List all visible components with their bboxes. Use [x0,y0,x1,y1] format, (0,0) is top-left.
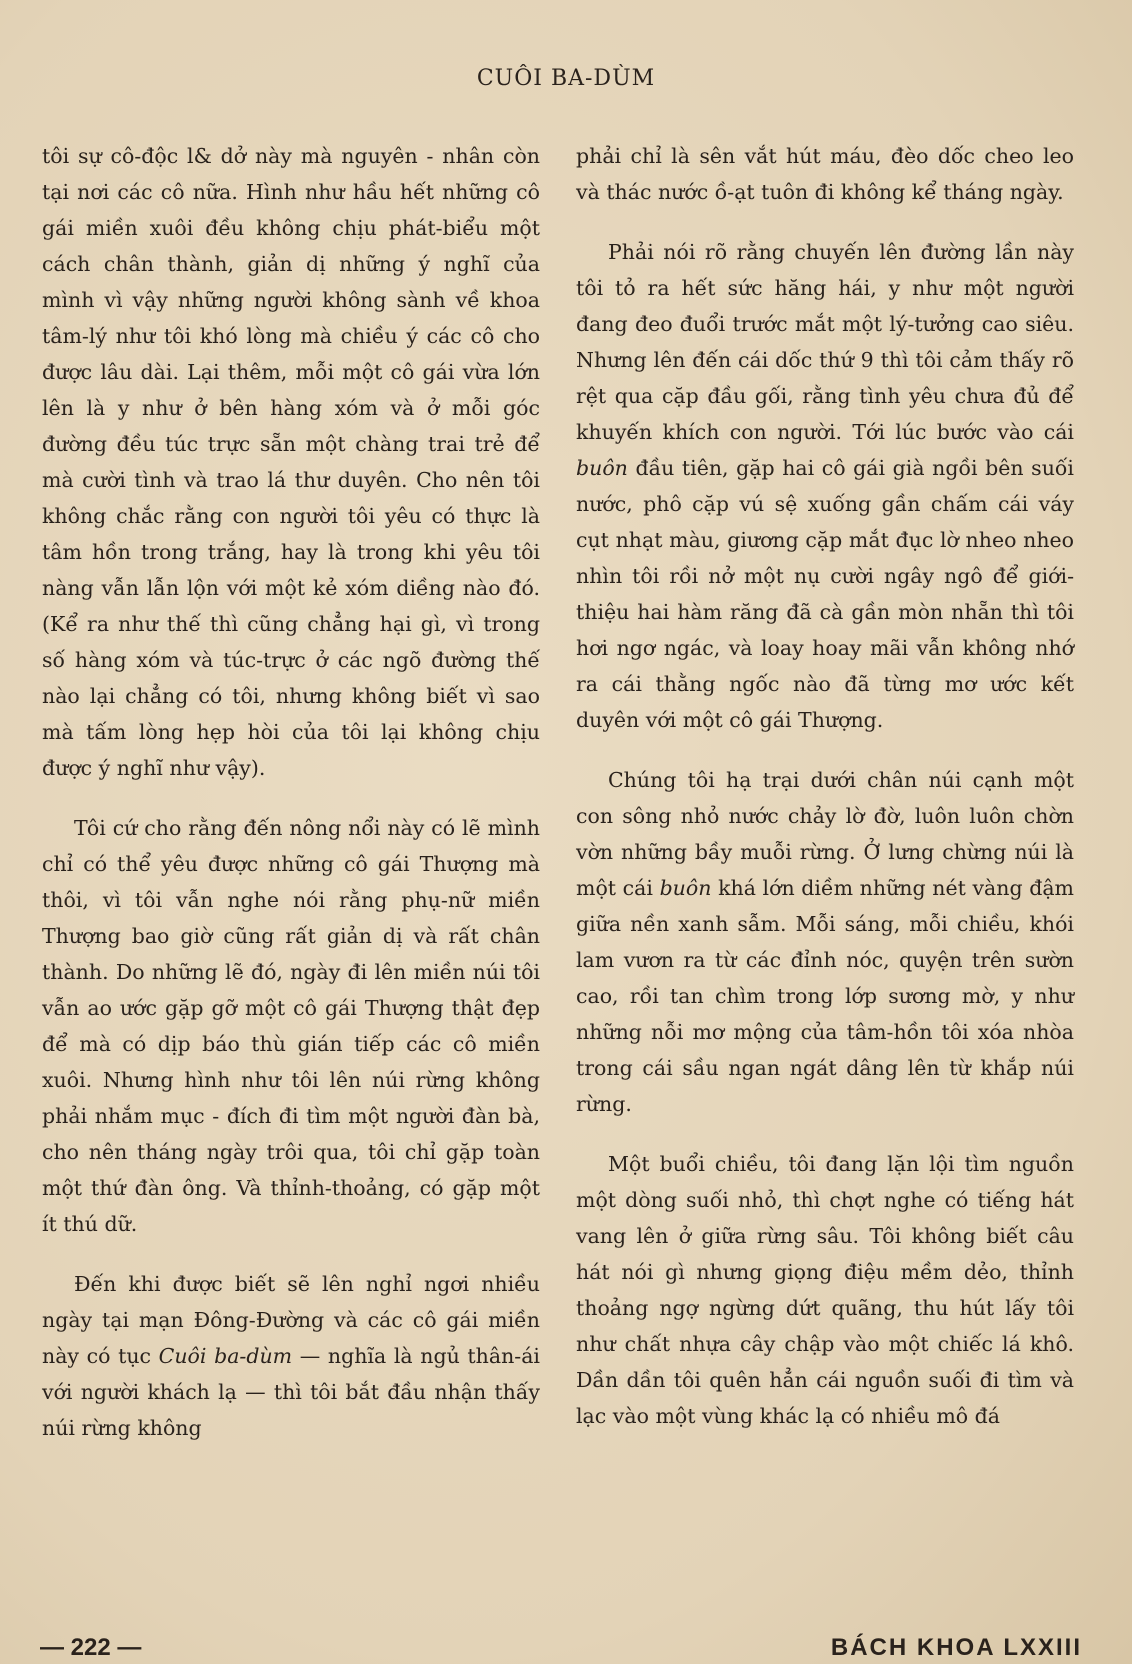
italic-term: Cuôi ba-dùm [158,1344,293,1368]
text-run: Phải nói rõ rằng chuyến lên đường lần này tôi tỏ ra hết sức hăng hái, y như một người đang đeo đuổi trước mắt một lý-tưởng cao siêu. Nhưng lên đến cái dốc thứ 9 thì tôi cảm thấy rõ rệt qua cặp đầu gối, rằng tình yêu chưa đủ để khuyến khích con người. Tới lúc bước vào cái [576,240,1074,444]
paragraph: tôi sự cô-độc l& dở này mà nguyên - nhân còn tại nơi các cô nữa. Hình như hầu hết những cô gái miền xuôi đều không chịu phát-biểu một cách chân thành, giản dị những ý nghĩ của mình vì vậy những người không sành về khoa tâm-lý như tôi khó lòng mà chiều ý các cô cho được lâu dài. Lại thêm, mỗi một cô gái vừa lớn lên là y như ở bên hàng xóm và ở mỗi góc đường đều túc trực sẵn một chàng trai trẻ để mà cười tình và trao lá thư duyên. Cho nên tôi không chắc rằng con người tôi yêu có thực là tâm hồn trong trắng, hay là trong khi yêu tôi nàng vẫn lẫn lộn với một kẻ xóm diềng nào đó. (Kể ra như thế thì cũng chẳng hại gì, vì trong số hàng xóm và túc-trực ở các ngõ đường thế nào lại chẳng có tôi, nhưng không biết vì sao mà tấm lòng hẹp hòi của tôi lại không chịu được ý nghĩ như vậy). [42,144,540,780]
paragraph [576,762,1074,1122]
italic-term: buôn [576,456,628,480]
text-run: — nghĩa là ngủ thân-ái với người khách lạ — thì tôi bắt đầu nhận thấy núi rừng không [42,1344,540,1440]
paragraph: phải chỉ là sên vắt hút máu, đèo dốc cheo leo và thác nước ồ-ạt tuôn đi không kể tháng ngày. [576,144,1074,204]
text-run: Đến khi được biết sẽ lên nghỉ ngơi nhiều ngày tại mạn Đông-Đường và các cô gái miền này có tục [42,1272,540,1368]
left-column [42,138,540,1470]
text-run: Chúng tôi hạ trại dưới chân núi cạnh một con sông nhỏ nước chảy lờ đờ, luôn luôn chờn vờn những bầy muỗi rừng. Ở lưng chừng núi là một cái [576,768,1074,900]
paragraph: Một buổi chiều, tôi đang lặn lội tìm nguồn một dòng suối nhỏ, thì chợt nghe có tiếng hát vang lên ở giữa rừng sâu. Tôi không biết câu hát nói gì nhưng giọng điệu mềm dẻo, thỉnh thoảng ngợ ngừng dứt quãng, thu hút lấy tôi như chất nhựa cây chập vào một chiếc lá khô. Dần dần tôi quên hẳn cái nguồn suối đi tìm và lạc vào một vùng khác lạ có nhiều mô đá [576,1152,1074,1428]
paragraph: Tôi cứ cho rằng đến nông nổi này có lẽ mình chỉ có thể yêu được những cô gái Thượng mà thôi, vì tôi vẫn nghe nói rằng phụ-nữ miền Thượng bao giờ cũng rất giản dị và rất chân thành. Do những lẽ đó, ngày đi lên miền núi tôi vẫn ao ước gặp gỡ một cô gái Thượng thật đẹp để mà có dịp báo thù gián tiếp các cô miền xuôi. Nhưng hình như tôi lên núi rừng không phải nhắm mục - đích đi tìm một người đàn bà, cho nên tháng ngày trôi qua, tôi chỉ gặp toàn một thứ đàn ông. Và thỉnh-thoảng, có gặp một ít thú dữ. [42,816,540,1236]
paragraph [42,1266,540,1446]
text-run: đầu tiên, gặp hai cô gái già ngồi bên suối nước, phô cặp vú sệ xuống gần chấm cái váy cụt nhạt màu, giương cặp mắt đục lờ nheo nheo nhìn tôi rồi nở một nụ cười ngây ngô để giới-thiệu hai hàm răng đã cà gần mòn nhẵn thì tôi hơi ngơ ngác, và loay hoay mãi vẫn không nhớ ra cái thằng ngốc nào đã từng mơ ước kết duyên với một cô gái Thượng. [576,456,1074,732]
paragraph [576,234,1074,738]
running-head: CUÔI BA-DÙM [476,66,656,91]
right-column [576,138,1074,1458]
text-run: khá lớn diềm những nét vàng đậm giữa nền xanh sẫm. Mỗi sáng, mỗi chiều, khói lam vươn ra từ các đỉnh nóc, quyện trên sườn cao, rồi tan chìm trong lớp sương mờ, y như những nỗi mơ mộng của tâm-hồn tôi xóa nhòa trong cái sầu ngan ngát dâng lên từ khắp núi rừng. [576,876,1075,1116]
italic-term: buôn [659,876,712,900]
magazine-title: BÁCH KHOA LXXIII [830,1634,1082,1661]
page-number: — 222 — [40,1634,142,1661]
